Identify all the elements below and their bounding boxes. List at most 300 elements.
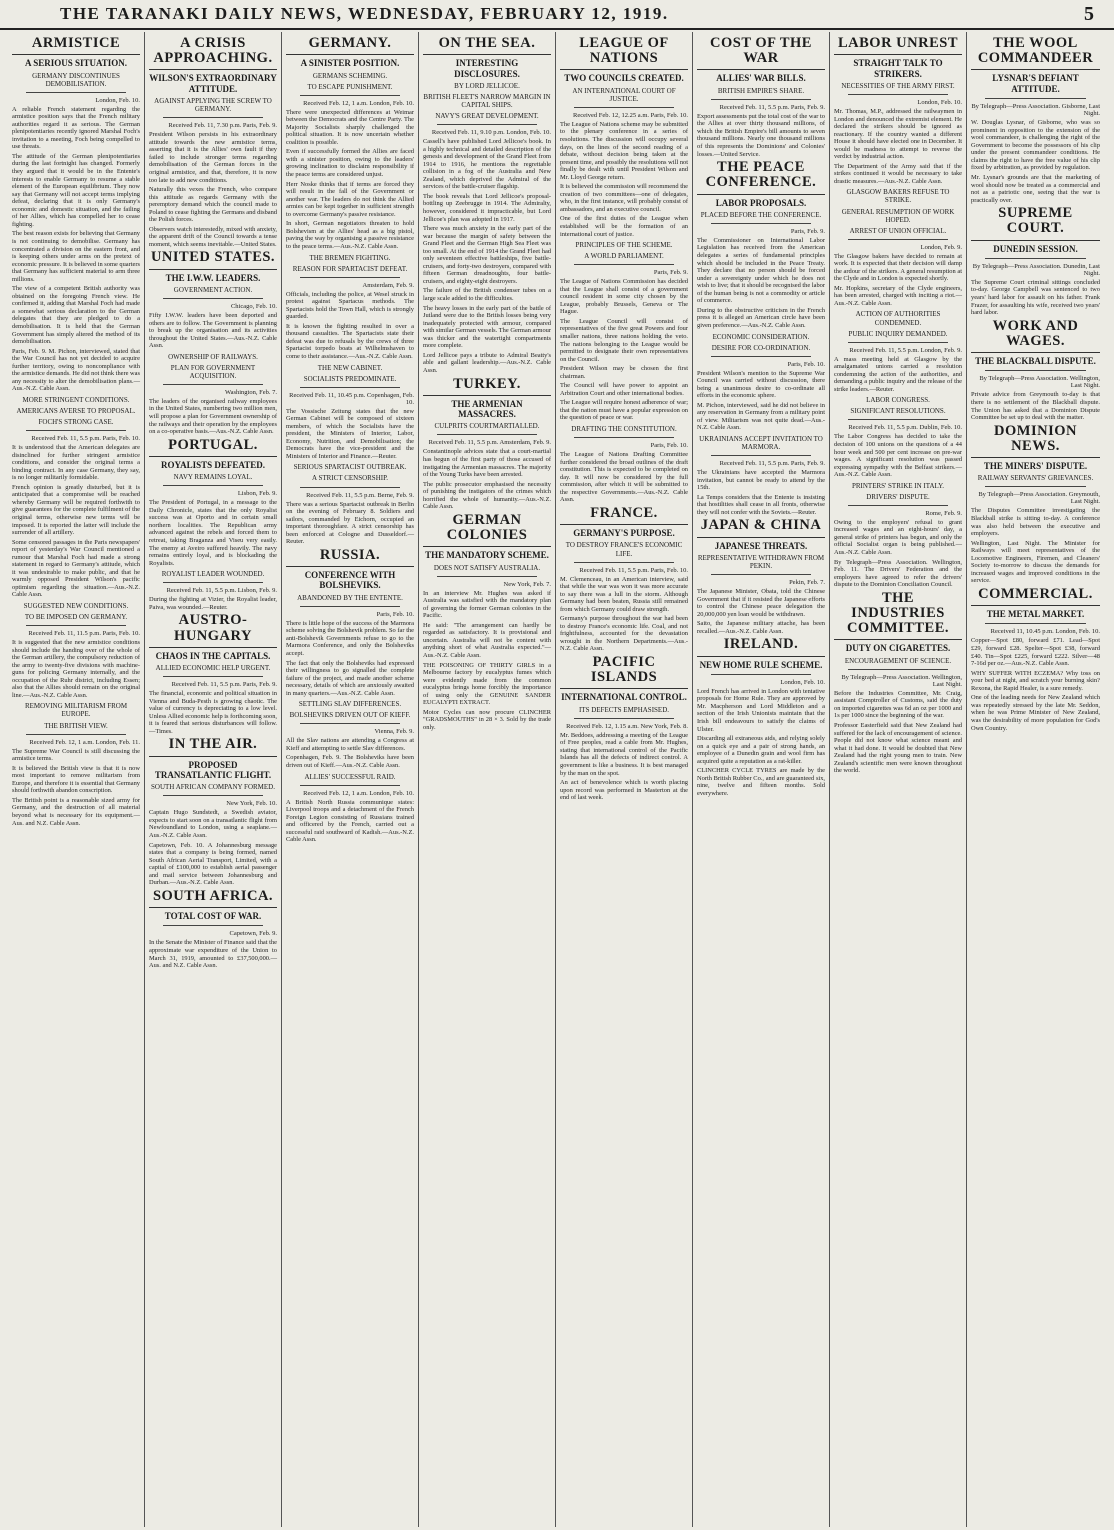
article-subheading: LABOR PROPOSALS. xyxy=(715,197,807,208)
article-subheading: DESIRE FOR CO-ORDINATION. xyxy=(711,343,811,352)
article-dateline: Received Feb. 12, 1 a.m. London, Feb. 10. xyxy=(303,99,414,107)
article-paragraph: During to the obstructive criticism in the French press it is alleged an American circle have been given preference.—Aus.-N.Z. Cable Assn. xyxy=(697,306,825,329)
article-subheading: TO BE IMPOSED ON GERMANY. xyxy=(24,613,128,622)
divider-rule xyxy=(985,98,1086,99)
article-paragraph: There was much anxiety in the early part of the war because the margin of safety between the Grand Fleet and the German High Sea Fleet was too small. At the end of 1914 the Grand Fleet had only seventeen effective battleships, five battle-cruisers, and forty-two destroyers, compared with fifteen German dreadnoughts, four battle-cruisers, and eighty-eight destroyers. xyxy=(423,225,551,285)
divider-rule xyxy=(985,370,1086,371)
article-dateline: London, Feb. 10. xyxy=(780,678,825,686)
article-paragraph: Mr. Thomas, M.P., addressed the railwaymen in London and denounced the extremist element. He declared the strikers should be ignored as reactionary. If the country wanted a different House it should have elected one in December. It would be madness to attempt to reverse the verdict by industrial action. xyxy=(834,107,962,161)
article-paragraph: It is known the fighting resulted in over a thousand casualties. The Spartacists state their defeat was due to refusals by the crews of three Spartacist torpedo boats at Wilhelmshaven to come to their assistance.—Aus.-N.Z. Cable Assn. xyxy=(286,322,414,360)
article xyxy=(560,506,688,653)
article-headline: IN THE AIR. xyxy=(149,737,277,756)
article-paragraph: The best reason exists for believing that Germany is not continuing to demobilise. Germany has concentrated a division on the eastern front, and is keeping others under arms on the pretext of economic pressure. It is believed in some quarters that Germany has sufficient material to arm three millions. xyxy=(12,230,140,283)
article-subheading: NAVY REMAINS LOYAL. xyxy=(173,473,253,482)
article-paragraph: There is little hope of the success of the Marmora scheme solving the Bolshevik problem. So far the anti-Bolshevik Governments refuse to go to the Marmora Conference, and only the Bolsheviks accept. xyxy=(286,619,414,657)
article xyxy=(697,518,825,635)
article-paragraph: A reliable French statement regarding the armistice position says that the French military authorities regard it as serious. The German plenipotentiaries recently ignored Marshal Foch's invitation to a meeting, Foch being compelled to use threats. xyxy=(12,105,140,151)
article-subheading: ROYALIST LEADER WOUNDED. xyxy=(161,570,265,579)
article-subheading: PRINTERS' STRIKE IN ITALY. xyxy=(851,481,945,490)
divider-rule xyxy=(848,419,948,420)
article xyxy=(423,662,551,732)
article-paragraph: A British North Russia communique states: Liverpool troops and a detachment of the French Foreign Legion consisting of Russians trained and officered by the French, carried out a successful raid southward of Kadish.—Aus.-N.Z. Cable Assn. xyxy=(286,798,414,844)
article xyxy=(834,396,962,478)
article-dateline: London, Feb. 9. xyxy=(920,243,962,251)
article-dateline: Received Feb. 11, 5.5 p.m. Berne, Feb. 9. xyxy=(306,491,414,499)
article-paragraph: It is suggested that the new armistice conditions should include the handing over of the whole of the German artillery, the compulsory reduction of the army to twenty-five divisions with machine-guns for policing Germany internally, and the occupation of the Ruhr district, including Essen; also that the Allies should remain on the original line.—Aus.-N.Z. Cable Assn. xyxy=(12,639,140,699)
article-paragraph: The British point is a reasonable sized army for Germany, and the destruction of all material beyond what is necessary for its equipment.—Aus. and N.Z. Cable Assn. xyxy=(12,796,140,827)
article-subheading: BY LORD JELLICOE. xyxy=(454,81,520,90)
article-paragraph: The public prosecutor emphasised the necessity of punishing the instigators of the crimes which horrified the whole of humanity.—Aus.-N.Z. Cable Assn. xyxy=(423,480,551,511)
divider-rule xyxy=(574,562,674,563)
divider-rule xyxy=(163,925,263,926)
article xyxy=(971,36,1100,204)
article xyxy=(286,254,414,361)
divider-rule xyxy=(848,505,948,506)
divider-rule xyxy=(985,486,1086,487)
article-subheading: NAVY'S GREAT DEVELOPMENT. xyxy=(435,112,539,121)
article-headline: PACIFIC ISLANDS xyxy=(560,655,688,689)
divider-rule xyxy=(26,92,126,93)
newspaper-title: THE TARANAKI DAILY NEWS, WEDNESDAY, FEBRUARY 12, 1919. xyxy=(60,4,669,23)
article-dateline: Received Feb. 11, 11.5 p.m. Paris, Feb. 10. xyxy=(28,630,140,638)
article-paragraph: By Telegraph—Press Association. Wellington, Feb. 11. The Drivers' Federation and the employers have agreed to refer the drivers' dispute to the Dominion Conciliation Council. xyxy=(834,558,962,589)
article-dateline: Rome, Feb. 9. xyxy=(925,509,962,517)
article-paragraph: The Glasgow bakers have decided to remain at work. It is expected that their decision will damp the ardour of the strikers. A general resumption at the Clyde and in London is expected shortly. xyxy=(834,252,962,283)
article-subheading: DUNEDIN SESSION. xyxy=(993,243,1078,254)
article-subheading: THE BLACKBALL DISPUTE. xyxy=(975,356,1096,367)
article-paragraph: Wellington, Last Night. The Minister for Railways will meet representatives of the Locomotive Engineers, Firemen, and Cleaners' Society to-morrow to discuss the demands for increased wages and improved conditions in the service. xyxy=(971,539,1100,585)
article-paragraph: Some censored passages in the Paris newspapers' report of yesterday's War Council mentioned a rumour that Marshal Foch had made a strong statement in regard to Germany's attitude, which it was undesirable to make public, and that he warmly opposed President Wilson's pacific optimism regarding the situation.—Aus.-N.Z. Cable Assn. xyxy=(12,538,140,599)
divider-rule xyxy=(163,298,263,299)
article-paragraph: President Wilson's mention to the Supreme War Council was carried without discussion, there being a unanimous desire to co-ordinate all efforts in the economic sphere. xyxy=(697,369,825,400)
article xyxy=(286,773,414,844)
article-paragraph: It is understood that the American delegates are disinclined for further stringent armistice conditions, and consider the original terms a binding contract. In any case Germany, they say, is no longer militarily formidable. xyxy=(12,444,140,482)
article-paragraph: All the Slav nations are attending a Congress at Kieff and attempting to settle Slav differences. xyxy=(286,737,414,752)
article-paragraph: The Council will have power to appoint an Arbitration Court and other international bodies. xyxy=(560,382,688,397)
article-headline: COMMERCIAL. xyxy=(971,587,1100,606)
article-paragraph: The League of Nations Drafting Committee further considered the broad outlines of the draft constitution. This is expected to be completed on day. It will now be considered by the full commission, after which it will be submitted to the respective Governments.—Aus.-N.Z. Cable Assn. xyxy=(560,451,688,504)
article xyxy=(286,463,414,545)
article xyxy=(12,602,140,699)
article-subheading: DRAFTING THE CONSTITUTION. xyxy=(571,425,677,434)
article-subheading: CONFERENCE WITH BOLSHEVIKS. xyxy=(304,570,396,591)
article xyxy=(697,637,825,797)
article-subheading: THE MANDATORY SCHEME. xyxy=(425,550,549,561)
article-paragraph: Copenhagen, Feb. 9. The Bolsheviks have been driven out of Kieff.—Aus.-N.Z. Cable Assn. xyxy=(286,754,414,769)
article-paragraph: He said: "The arrangement can hardly be regarded as satisfactory. It is provisional and uncertain. Australia will not be content with anything short of what Australia expected."—Aus.-N.Z. Cable Assn. xyxy=(423,621,551,660)
article-subheading: ROYALISTS DEFEATED. xyxy=(160,459,266,470)
article-subheading: LYSNAR'S DEFIANT ATTITUDE. xyxy=(992,73,1079,94)
article-subheading: GENERAL RESUMPTION OF WORK HOPED. xyxy=(841,207,955,224)
article-dateline: Received Feb. 11, 5.5 p.m. Paris, Feb. 9. xyxy=(719,460,825,468)
article-paragraph: The Japanese Minister, Obata, told the Chinese Government that if it resisted the Japanese efforts to control the Chinese peace delegation the 20,000,000 yen loan would be withdrawn. xyxy=(697,588,825,618)
article-paragraph: President Wilson may be chosen the first chairman. xyxy=(560,365,688,380)
article xyxy=(697,36,825,158)
article-headline: ARMISTICE xyxy=(12,36,140,55)
article xyxy=(149,438,277,568)
article-paragraph: There were unexpected differences at Weimar between the Democrats and the Centre Party. The Majority Socialists sharply challenged the political situation. It is now uncertain whether coalition is possible. xyxy=(286,108,414,146)
article-paragraph: It is believed the British view is that it is now most important to remove militarism from Europe, and therefore it is essential that Germany should forthwith abandon conscription. xyxy=(12,764,140,795)
divider-rule xyxy=(437,576,537,577)
divider-rule xyxy=(300,606,400,607)
article xyxy=(149,353,277,436)
article-subheading: OWNERSHIP OF RAILWAYS. xyxy=(168,352,258,361)
article-subheading: A SERIOUS SITUATION. xyxy=(24,58,128,69)
article-dateline: By Telegraph—Press Association. Gisborne, Last Night. xyxy=(971,103,1100,118)
article-headline: COST OF THE WAR xyxy=(697,36,825,70)
divider-rule xyxy=(163,117,263,118)
article xyxy=(697,435,825,516)
article-dateline: Received Feb. 11, 5.5 p.m. Dublin, Feb. 10. xyxy=(848,424,962,432)
divider-rule xyxy=(711,574,811,575)
article-dateline: Paris, Feb. 10. xyxy=(787,360,825,368)
article-headline: FRANCE. xyxy=(560,506,688,525)
article-dateline: Paris, Feb. 9. xyxy=(653,269,688,277)
article-subheading: REASON FOR SPARTACIST DEFEAT. xyxy=(292,264,408,273)
article-paragraph: Before the Industries Committee, Mr. Craig, assistant Comptroller of Customs, said the duty on imported cigarettes was 6d an oz per 1000 and 1s per 1000 since the beginning of the war. xyxy=(834,689,962,720)
article-paragraph: In short, German negotiators threaten to hold Bolshevism at the Allies' head as a big pistol, paving the way by organising a passive resistance to the peace terms.—Aus.-N.Z. Cable Assn. xyxy=(286,220,414,250)
article-subheading: THE NEW CABINET. xyxy=(317,363,383,372)
masthead xyxy=(0,0,1114,30)
article xyxy=(834,310,962,393)
article-paragraph: Professor Easterfield said that New Zealand had suffered for the lack of encouragement of science. People did not know what science meant and what it had done. It would be doubted that New Zealand had the right young men to train. New Zealand's scientific men were known throughout the world. xyxy=(834,721,962,775)
article-dateline: Received Feb. 12, 1 a.m. London, Feb. 11. xyxy=(29,738,140,746)
article-headline: THE INDUSTRIES COMMITTEE. xyxy=(834,591,962,641)
article-headline: GERMANY. xyxy=(286,36,414,55)
article-headline: UNITED STATES. xyxy=(149,250,277,269)
article-dateline: London, Feb. 10. xyxy=(917,98,962,106)
page-number: 5 xyxy=(1084,2,1094,25)
article-paragraph: Motor Cycles can now procure CLINCHER "GRADSMOUTHS" in 28 × 3. Sold by the trade only. xyxy=(423,708,551,731)
article-subheading: NEW HOME RULE SCHEME. xyxy=(699,659,823,670)
article-paragraph: THE POISONING OF THIRTY GIRLS in a Melbourne factory by eucalyptus fumes which were evidently made from the common eucalyptus brings home forcibly the importance of using only the GENUINE SANDER EUCALYPTI EXTRACT. xyxy=(423,661,551,707)
article-subheading: AN INTERNATIONAL COURT OF JUSTICE. xyxy=(572,86,676,103)
article-paragraph: It is believed the commission will recommend the creation of two committees—one of delegates, who, in the first instance, will probably consist of ambassadors, and an executive council. xyxy=(560,183,688,213)
article-paragraph: The Labor Congress has decided to take the decision of 100 unions on the questions of a 44 hour week and 500 per cent increase on pre-war wages. A significant resolution was passed expressing sympathy with the Belfast strikers.—Aus.-N.Z. Cable Assn. xyxy=(834,433,962,479)
article-dateline: Vienna, Feb. 9. xyxy=(374,728,414,736)
article-subheading: LABOR CONGRESS. xyxy=(866,396,930,405)
article-paragraph: Germany's purpose throughout the war had been to destroy France's economic life. Coal, and not frightfulness, accounted for the devastation wrought in the Northern Departments.—Aus.-N.Z. Cable Assn. xyxy=(560,615,688,653)
article-paragraph: The leaders of the organised railway employees in the United States, numbering two million men, will propose a plan for Government ownership of the railways and their operation by the employees on a co-operative basis.—Aus.-N.Z. Cable Assn. xyxy=(149,397,277,436)
article-subheading: GERMANY DISCONTINUES DEMOBILISATION. xyxy=(32,71,120,88)
article-subheading: TO DESTROY FRANCE'S ECONOMIC LIFE. xyxy=(565,541,683,558)
article-paragraph: Lord Jellicoe pays a tribute to Admiral Beatty's able and gallant leadership.—Aus.-N.Z. Cable Assn. xyxy=(423,351,551,374)
article xyxy=(149,36,277,248)
news-column xyxy=(967,32,1104,1527)
article-subheading: SOCIALISTS PREDOMINATE. xyxy=(303,374,397,383)
article-subheading: THE ARMENIAN MASSACRES. xyxy=(451,398,523,420)
article-paragraph: Captain Hugo Sundstedt, a Swedish aviator, expects to start soon on a transatlantic flight from Newfoundland to London, using a seaplane.—Aus.-N.Z. Cable Assn. xyxy=(149,809,277,840)
divider-rule xyxy=(163,676,263,677)
divider-rule xyxy=(300,487,400,488)
article xyxy=(834,188,962,307)
article-paragraph: The Department of the Army said that if the strikes continued it would be necessary to take drastic measures.—Aus.-N.Z. Cable Assn. xyxy=(834,162,962,185)
news-column xyxy=(693,32,830,1527)
article-subheading: THE I.W.W. LEADERS. xyxy=(165,272,261,283)
article-dateline: Chicago, Feb. 10. xyxy=(230,303,277,311)
article xyxy=(971,587,1100,732)
article-dateline: Lisbon, Feb. 9. xyxy=(237,490,277,498)
article-paragraph: An act of benevolence which is worth placing upon record was performed in Masterton at the end of last week. xyxy=(560,779,688,802)
article-headline: JAPAN & CHINA xyxy=(697,518,825,537)
article-paragraph: Mr. Lysnar's grounds are that the marketing of wool should now be treated as a commercial and not as a patriotic one, seeing that the war is practically over. xyxy=(971,173,1100,204)
news-column xyxy=(419,32,556,1527)
divider-rule xyxy=(300,723,400,724)
article xyxy=(834,482,962,589)
article-subheading: THE METAL MARKET. xyxy=(986,609,1085,620)
article-subheading: THE MINERS' DISPUTE. xyxy=(983,461,1088,472)
article xyxy=(423,36,551,375)
article-paragraph: The financial, economic and political situation in Vienna and Buda-Pesth is growing chaotic. The value of currency is depreciating to a low level. Unless Allied economic help is forthcoming soon, it is feared that serious disturbances will follow.—Times. xyxy=(149,690,277,735)
article-paragraph: Copper—Spot £80, forward £71. Lead—Spot £29, forward £28. Spelter—Spot £38, forward £40. Tin—Spot £225, forward £222. Silver—48 7-16d per oz.—Aus.-N.Z. Cable Assn. xyxy=(971,637,1100,668)
article-subheading: AMERICANS AVERSE TO PROPOSAL. xyxy=(16,406,136,415)
article-paragraph: The President of Portugal, in a message to the Daily Chronicle, states that the only Royalist success was at Oporto and in certain small northern localities. The Republican army advanced against the rebels and forced them to retreat, taking Braganza and Viseu very easily. The enemy at Aveiro suffered heavily. The navy remains entirely loyal, and is blockading the Royalists. xyxy=(149,499,277,567)
article-dateline: Received Feb. 11, 5.5 p.m. Paris, Feb. 9. xyxy=(719,103,825,111)
article-paragraph: The League will require honest adherence of war; that the nation must have a popular expression on the question of peace or war. xyxy=(560,399,688,422)
divider-rule xyxy=(574,264,674,265)
article-headline: SUPREME COURT. xyxy=(971,206,1100,240)
article-paragraph: Private advice from Greymouth to-day is that there is no settlement of the Blackball dispute. The Union has asked that a Dominion Dispute Committee be set up to deal with the matter. xyxy=(971,391,1100,422)
article xyxy=(560,425,688,504)
article xyxy=(971,206,1100,317)
article xyxy=(697,160,825,329)
news-columns xyxy=(0,30,1114,1527)
article-subheading: A WORLD PARLIAMENT. xyxy=(584,252,664,261)
article xyxy=(149,889,277,970)
divider-rule xyxy=(574,437,674,438)
article-paragraph: Officials, including the police, at Wesel struck in protest against Spartacus methods. The Spartacists hold the Town Hall, which is strongly guarded. xyxy=(286,290,414,321)
article-paragraph: The heavy losses in the early part of the battle of Jutland were due to the British losses being very inadequately protected with armour, compared with similar German vessels. The German armour was thicker and the watertight compartments more complete. xyxy=(423,304,551,350)
article-paragraph: The League of Nations scheme may be submitted to the plenary conference in a series of resolutions. The discussion will occupy several days, on the lines of the second reading of a debate, without decision being taken at the present time, and possibly the resolutions will not finally be dealt with until President Wilson and Mr. Lloyd George return. xyxy=(560,120,688,181)
article xyxy=(12,702,140,827)
article-subheading: ALLIED ECONOMIC HELP URGENT. xyxy=(155,664,271,673)
divider-rule xyxy=(711,356,811,357)
article xyxy=(560,241,688,422)
article-headline: DOMINION NEWS. xyxy=(971,424,1100,458)
article-subheading: INTERNATIONAL CONTROL. xyxy=(561,692,687,703)
divider-rule xyxy=(848,342,948,343)
article-paragraph: One of the first duties of the League when established will be the formation of an international court of justice. xyxy=(560,215,688,238)
article-subheading: UKRAINIANS ACCEPT INVITATION TO MARMORA. xyxy=(699,434,823,452)
article-subheading: TO ESCAPE PUNISHMENT. xyxy=(307,82,393,91)
article-paragraph: The Disputes Committee investigating the Blackball strike is sitting to-day. A conference was also held between the executive and employers. xyxy=(971,507,1100,538)
article-dateline: Capetown, Feb. 9. xyxy=(229,930,277,938)
article xyxy=(12,396,140,599)
article-subheading: ALLIES' WAR BILLS. xyxy=(716,73,806,84)
article-paragraph: In an interview Mr. Hughes was asked if Australia was satisfied with the mandatory plan of governing the former German colonies in the Pacific. xyxy=(423,589,551,620)
article-paragraph: In the Senate the Minister of Finance said that the approximate war expenditure of the Union to March 31, 1919, amounted to £37,500,000.—Aus. and N.Z. Cable Assn. xyxy=(149,939,277,970)
article-subheading: NECESSITIES OF THE ARMY FIRST. xyxy=(841,81,955,90)
article-subheading: GERMANS SCHEMING. xyxy=(312,71,388,80)
article-subheading: REMOVING MILITARISM FROM EUROPE. xyxy=(24,702,128,719)
article-paragraph: The fact that only the Bolsheviks had expressed their willingness to go signalled the complete failure of the project, and made another scheme necessary, details of which are anxiously awaited in many quarters.—Aus.-N.Z. Cable Assn. xyxy=(286,659,414,697)
article xyxy=(971,424,1100,585)
article-subheading: ALLIES' SUCCESSFUL RAID. xyxy=(304,772,396,781)
news-column xyxy=(282,32,419,1527)
article-headline: LABOR UNREST xyxy=(834,36,962,55)
article-paragraph: Mr. Beddoes, addressing a meeting of the League of Free peoples, read a cable from Mr. Hughes, stating that international control of the Pacific Islands has all the defects of indirect control. A government is like a business. It is best managed by the man on the spot. xyxy=(560,731,688,777)
divider-rule xyxy=(574,718,674,719)
article-subheading: SIGNIFICANT RESOLUTIONS. xyxy=(850,407,946,416)
article-paragraph: The Vossische Zeitung states that the new German Cabinet will be composed of sixteen members, of which the Socialists have the president, the Ministers of Interior, Labor, Economy, Nutrition, and Demobilisation; the Democrats have the vice-president and the Ministers of Interior and Finance.—Reuter. xyxy=(286,407,414,460)
article xyxy=(286,548,414,697)
article-subheading: JAPANESE THREATS. xyxy=(714,540,808,551)
article-subheading: ECONOMIC CONSIDERATION. xyxy=(712,332,810,341)
article-headline: PORTUGAL. xyxy=(149,438,277,457)
divider-rule xyxy=(711,99,811,100)
article xyxy=(286,36,414,251)
article-paragraph: The Supreme Court criminal sittings concluded to-day. George Campbell was sentenced to two years' hard labor for assault on his father. Frank Frazer, for assaulting his wife, received two years' hard labor. xyxy=(971,278,1100,317)
divider-rule xyxy=(163,582,263,583)
article-paragraph: CLINCHER CYCLE TYRES are made by the North British Rubber Co., and are guaranteed six, nine, twelve and fifteen months. Sold everywhere. xyxy=(697,767,825,797)
news-column xyxy=(8,32,145,1527)
article-subheading: A SINISTER POSITION. xyxy=(300,58,400,69)
article-headline: SOUTH AFRICA. xyxy=(149,889,277,908)
article-subheading: SOUTH AFRICAN COMPANY FORMED. xyxy=(151,783,275,792)
article xyxy=(423,377,551,511)
article xyxy=(834,591,962,775)
article-subheading: PROPOSED TRANSATLANTIC FLIGHT. xyxy=(154,759,272,780)
article-subheading: PLAN FOR GOVERNMENT ACQUISITION. xyxy=(170,363,256,380)
divider-rule xyxy=(848,94,948,95)
article-paragraph: During the fighting at Vizier, the Royalist leader, Paiva, was wounded.—Reuter. xyxy=(149,596,277,611)
article-paragraph: WHY SUFFER WITH ECZEMA? Why toss on your bed at night, and scratch your burning skin? Rexona, the Rapid Healer, is a sure remedy. xyxy=(971,669,1100,692)
article-subheading: PLACED BEFORE THE CONFERENCE. xyxy=(700,210,822,219)
news-column xyxy=(556,32,693,1527)
divider-rule xyxy=(437,434,537,435)
article-paragraph: President Wilson persists in his extraordinary attitude towards the new armistice terms, asserting that it is the Allies' own fault if they failed to include stronger terms regarding demobilisation of the German forces in the original armistice, and that, therefore, it is now too late to add new conditions. xyxy=(149,131,277,184)
article xyxy=(560,36,688,238)
article-paragraph: The view of a competent British authority was obtained on the foregoing French view. He confirmed it, adding that Marshal Foch had made a somewhat serious declaration to the German delegates that they are pledged to do a demobilisation. It is held that the German Government has simply altered the method of its demobilisation. xyxy=(12,285,140,346)
article-paragraph: Saito, the Japanese military attache, has been recalled.—Aus.-N.Z. Cable Assn. xyxy=(697,620,825,635)
article-subheading: THE BREMEN FIGHTING. xyxy=(309,253,391,262)
article-subheading: REPRESENTATIVE WITHDRAWN FROM PEKIN. xyxy=(697,553,825,570)
article xyxy=(149,570,277,611)
article-dateline: Paris, Feb. 10. xyxy=(650,442,688,450)
article-subheading: AGAINST APPLYING THE SCREW TO GERMANY. xyxy=(154,97,272,114)
article-dateline: By Telegraph—Press Association. Greymouth, Last Night. xyxy=(978,491,1100,506)
article-paragraph: Fifty I.W.W. leaders have been deported and others are to follow. The Government is planning to break up the organisation and its activities throughout the United States.—Aus.-N.Z. Cable Assn. xyxy=(149,312,277,350)
article-dateline: Received 11, 10.45 p.m. London, Feb. 10. xyxy=(990,628,1100,636)
article-dateline: By Telegraph—Press Association. Dunedin, Last Night. xyxy=(972,262,1100,277)
article-subheading: ENCOURAGEMENT OF SCIENCE. xyxy=(844,656,952,665)
article-subheading: THE BRITISH VIEW. xyxy=(44,721,108,730)
article-paragraph: La Temps considers that the Entente is insisting that hostilities shall cease in all fronts, otherwise they will not confer with the Soviets.—Reuter. xyxy=(697,493,825,516)
article-paragraph: A mass meeting held at Glasgow by the amalgamated unions carried a resolution condemning the action of the authorities, and demanding a public inquiry and the release of the strike leaders.—Reuter. xyxy=(834,355,962,393)
article-subheading: TWO COUNCILS CREATED. xyxy=(564,73,684,84)
divider-rule xyxy=(711,455,811,456)
article-headline: THE WOOL COMMANDEER xyxy=(971,36,1100,70)
article-paragraph: Export assessments put the total cost of the war to the Allies at over thirty thousand millions, of which the British Empire's bill amounts to seven thousand millions. Nearly one thousand millions of this represents the Dominions' and Colonies' losses.—United Service. xyxy=(697,112,825,158)
article-dateline: New York, Feb. 10. xyxy=(226,800,277,808)
article xyxy=(971,319,1100,422)
article-paragraph: The Ukrainians have accepted the Marmora invitation, but cannot be ready to attend by the 15th. xyxy=(697,469,825,492)
article-headline: RUSSIA. xyxy=(286,548,414,567)
article-headline: WORK AND WAGES. xyxy=(971,319,1100,353)
article-headline: LEAGUE OF NATIONS xyxy=(560,36,688,70)
article-paragraph: Capetown, Feb. 10. A Johannesburg message states that a company is being formed, named South African Aerial Transport, Limited, with a capital of £100,000 to establish aerial passenger and mail service between Johannesburg and Durban.—Aus.-N.Z. Cable Assn. xyxy=(149,841,277,887)
article-dateline: Received Feb. 11, 5.5 p.m. London, Feb. 9. xyxy=(849,346,962,354)
article-dateline: Received Feb. 12, 12.25 a.m. Paris, Feb. 10. xyxy=(573,111,688,119)
article-subheading: WILSON'S EXTRAORDINARY ATTITUDE. xyxy=(149,73,277,94)
article-subheading: STRAIGHT TALK TO STRIKERS. xyxy=(853,58,943,79)
divider-rule xyxy=(300,785,400,786)
divider-rule xyxy=(437,124,537,125)
article-dateline: Received Feb. 11, 5.5 p.m. Paris, Feb. 9. xyxy=(171,681,277,689)
article-paragraph: The League Council will consist of representatives of the five great Powers and four smaller nations, three nations holding the veto. The nations belonging to the League would be permitted to designate their own representatives on the Council. xyxy=(560,317,688,363)
article-dateline: London, Feb. 10. xyxy=(95,96,140,104)
divider-rule xyxy=(26,625,126,626)
article-dateline: Received Feb. 12, 1.15 a.m. New York, Feb. 8. xyxy=(566,722,688,730)
article-dateline: Received Feb. 12, 1 a.m. London, Feb. 10. xyxy=(303,789,414,797)
article-dateline: Pekin, Feb. 7. xyxy=(789,579,825,586)
divider-rule xyxy=(26,734,126,735)
divider-rule xyxy=(163,384,263,385)
article-subheading: BOLSHEVIKS DRIVEN OUT OF KIEFF. xyxy=(289,711,411,720)
article-paragraph: Naturally this vexes the French, who compare this attitude as regards Germany with the peremptory demand which the council made to Poland to cease fighting the Germans and disband the Polish forces. xyxy=(149,186,277,224)
article-subheading: FOCH'S STRONG CASE. xyxy=(38,417,114,426)
divider-rule xyxy=(711,674,811,675)
divider-rule xyxy=(300,277,400,278)
article-paragraph: Owing to the employers' refusal to grant increased wages and an eight-hours' day, a general strike of printers has begun, and only the official Socialist organ is being published.—Aus.-N.Z. Cable Assn. xyxy=(834,518,962,557)
article-subheading: SERIOUS SPARTACIST OUTBREAK. xyxy=(293,463,407,472)
article-headline: ON THE SEA. xyxy=(423,36,551,55)
article-dateline: By Telegraph—Press Association. Wellington, Last Night. xyxy=(979,375,1100,390)
article-dateline: Received Feb. 11, 7.30 p.m. Paris, Feb. 9. xyxy=(168,122,277,130)
news-column xyxy=(830,32,967,1527)
article-headline: IRELAND. xyxy=(697,637,825,656)
article xyxy=(286,364,414,461)
article-dateline: Received Feb. 11, 10.45 p.m. Copenhagen, Feb. 10. xyxy=(289,391,414,406)
article-paragraph: M. Clemenceau, in an American interview, said that while the war was won it was more accurate to say there was a lull in the storm. Although Germany had been beaten, Russia still remained from which Germany could draw strength. xyxy=(560,575,688,613)
article-subheading: CHAOS IN THE CAPITALS. xyxy=(155,650,271,661)
article-subheading: BRITISH EMPIRE'S SHARE. xyxy=(717,86,805,95)
divider-rule xyxy=(300,387,400,388)
article xyxy=(149,613,277,735)
article-subheading: SUGGESTED NEW CONDITIONS. xyxy=(23,601,129,610)
news-column xyxy=(145,32,282,1527)
article-headline: AUSTRO-HUNGARY xyxy=(149,613,277,647)
article-subheading: BRITISH FLEET'S NARROW MARGIN IN CAPITAL SHIPS. xyxy=(423,92,551,109)
article-dateline: Amsterdam, Feb. 9. xyxy=(362,281,414,289)
divider-rule xyxy=(848,669,948,670)
divider-rule xyxy=(574,107,674,108)
article-dateline: Received Feb. 11, 5.5 p.m. Lisbon, Feb. 9. xyxy=(166,587,277,595)
article-paragraph: The Commissioner on International Labor Legislation has received from the American delegates a series of fundamental principles which should be included in the Peace Treaty. They declare that no person should be forced under a sovereignty under which he does not wish to live; that it should be recognised the labor of the human being is not a commodity or article of commerce. xyxy=(697,236,825,305)
article-subheading: DUTY ON CIGARETTES. xyxy=(845,643,951,654)
article-dateline: Received Feb. 11, 5.5 p.m. Paris, Feb. 10. xyxy=(31,435,140,443)
divider-rule xyxy=(985,623,1086,624)
article-dateline: Paris, Feb. 10. xyxy=(376,610,414,618)
article-subheading: DRIVERS' DISPUTE. xyxy=(866,492,930,501)
article-dateline: Washington, Feb. 7. xyxy=(224,388,277,396)
article-subheading: INTERESTING DISCLOSURES. xyxy=(454,58,520,79)
article xyxy=(149,737,277,886)
article-headline: GERMAN COLONIES xyxy=(423,513,551,547)
article-subheading: GLASGOW BAKERS REFUSE TO STRIKE. xyxy=(846,188,950,205)
article-paragraph: Lord French has arrived in London with tentative proposals for Home Rule. They are approved by Mr. Macpherson and Lord Middleton and a section of the Irish Unionists maintain that the Irish bill endeavours to satisfy the claims of Ulster. xyxy=(697,687,825,733)
article-subheading: ARREST OF UNION OFFICIAL. xyxy=(849,226,947,235)
divider-rule xyxy=(985,258,1086,259)
article-headline: THE PEACE CONFERENCE. xyxy=(697,160,825,194)
article-dateline: New York, Feb. 7. xyxy=(503,580,551,588)
article xyxy=(423,513,551,660)
article-paragraph: The failure of the British condenser tubes on a large scale added to the difficulties. xyxy=(423,287,551,303)
article xyxy=(560,655,688,802)
article-paragraph: French opinion is greatly disturbed, but it is anticipated that a compromise will be reached whereby Germany will be required forthwith to give guarantees for the complete fulfilment of the original terms, otherwise new terms will be imposed. It is reported the latter will include the surrender of all artillery. xyxy=(12,483,140,537)
article-paragraph: The book reveals that Lord Jellicoe's proposal-bottling up Zeebrugge in 1914. The Admiralty, however, considered it impracticable, but Lord Jellicoe's plan was adopted in 1917. xyxy=(423,192,551,223)
article-subheading: TOTAL COST OF WAR. xyxy=(164,911,262,922)
